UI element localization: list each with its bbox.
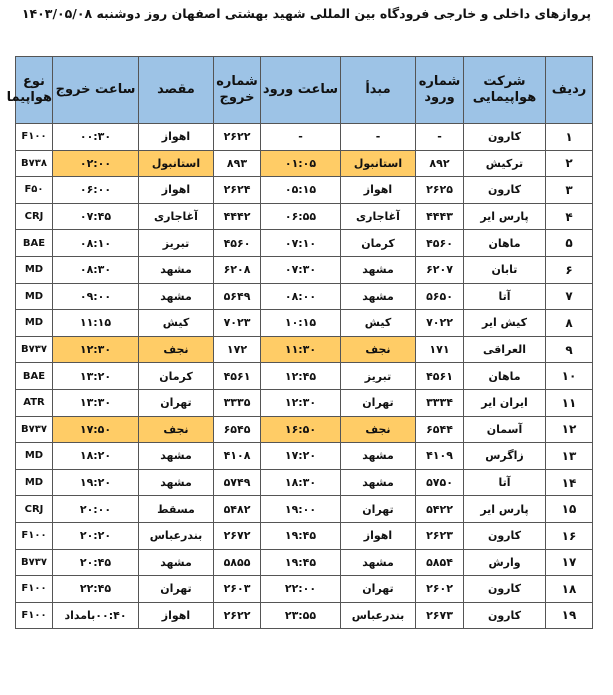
departure-flight-cell: ۴۵۶۰ [214,230,261,257]
arrival-time-cell: ۱۹:۴۵ [261,549,341,576]
arrival-flight-cell: ۲۶۲۳ [416,522,464,549]
header-destination: مقصد [139,57,214,124]
row-number-cell: ۷ [546,283,593,310]
origin-cell: تهران [341,389,416,416]
destination-cell: تهران [139,576,214,603]
origin-cell: - [341,124,416,151]
destination-cell: استانبول [139,150,214,177]
arrival-flight-cell: ۵۶۵۰ [416,283,464,310]
table-row [16,602,593,629]
departure-flight-cell: ۵۸۵۵ [214,549,261,576]
origin-cell: مشهد [341,256,416,283]
table-row [16,203,593,230]
origin-cell: تهران [341,576,416,603]
departure-time-cell: ۱۷:۵۰ [53,416,139,443]
airline-cell: تابان [464,256,546,283]
arrival-time-cell: ۰۷:۳۰ [261,256,341,283]
airline-cell: آتا [464,283,546,310]
aircraft-type-cell: B۷۳۷ [16,416,53,443]
departure-time-cell: ۰۰:۴۰بامداد [53,602,139,629]
flight-table-container [6,56,592,629]
destination-cell: مشهد [139,549,214,576]
row-number-cell: ۱۹ [546,602,593,629]
airline-cell: کارون [464,177,546,204]
arrival-time-cell: ۱۹:۰۰ [261,496,341,523]
departure-time-cell: ۰۲:۰۰ [53,150,139,177]
arrival-time-cell: ۱۲:۴۵ [261,363,341,390]
arrival-flight-cell: ۲۶۲۵ [416,177,464,204]
destination-cell: مسقط [139,496,214,523]
arrival-flight-cell: ۲۶۷۳ [416,602,464,629]
departure-time-cell: ۰۸:۱۰ [53,230,139,257]
departure-flight-cell: ۲۶۷۲ [214,522,261,549]
departure-flight-cell: ۱۷۲ [214,336,261,363]
departure-time-cell: ۲۰:۲۰ [53,522,139,549]
departure-flight-cell: ۴۱۰۸ [214,443,261,470]
airline-cell: ماهان [464,230,546,257]
destination-cell: تبریز [139,230,214,257]
aircraft-type-cell: CRJ [16,496,53,523]
arrival-flight-cell: ۶۵۴۴ [416,416,464,443]
destination-cell: اهواز [139,602,214,629]
aircraft-type-cell: F۱۰۰ [16,602,53,629]
row-number-cell: ۶ [546,256,593,283]
destination-cell: اهواز [139,177,214,204]
aircraft-type-cell: MD [16,256,53,283]
airline-cell: العراقی [464,336,546,363]
airline-cell: ماهان [464,363,546,390]
aircraft-type-cell: ATR [16,389,53,416]
airline-cell: زاگرس [464,443,546,470]
header-airline: شرکت هواپیمایی [464,57,546,124]
table-row [16,310,593,337]
table-row [16,549,593,576]
row-number-cell: ۹ [546,336,593,363]
arrival-time-cell: ۲۲:۰۰ [261,576,341,603]
arrival-time-cell: ۱۶:۵۰ [261,416,341,443]
airline-cell: وارش [464,549,546,576]
header-departure-flight: شماره خروج [214,57,261,124]
row-number-cell: ۲ [546,150,593,177]
origin-cell: مشهد [341,443,416,470]
row-number-cell: ۱ [546,124,593,151]
table-row [16,363,593,390]
departure-time-cell: ۱۲:۳۰ [53,336,139,363]
arrival-flight-cell: ۵۴۲۲ [416,496,464,523]
table-header-row [16,57,593,124]
row-number-cell: ۱۸ [546,576,593,603]
row-number-cell: ۱۵ [546,496,593,523]
arrival-time-cell: ۰۵:۱۵ [261,177,341,204]
departure-time-cell: ۲۰:۰۰ [53,496,139,523]
departure-time-cell: ۰۹:۰۰ [53,283,139,310]
arrival-flight-cell: ۴۵۶۱ [416,363,464,390]
departure-flight-cell: ۳۳۳۵ [214,389,261,416]
page-title: پروازهای داخلی و خارجی فرودگاه بین المللی شهید بهشتی اصفهان روز دوشنبه ۱۴۰۳/۰۵/۰۸ [21,6,592,21]
arrival-flight-cell: ۵۸۵۴ [416,549,464,576]
departure-time-cell: ۰۸:۳۰ [53,256,139,283]
departure-flight-cell: ۲۶۲۲ [214,602,261,629]
aircraft-type-cell: BAE [16,230,53,257]
header-row-number: ردیف [546,57,593,124]
origin-cell: مشهد [341,469,416,496]
departure-time-cell: ۰۶:۰۰ [53,177,139,204]
row-number-cell: ۱۴ [546,469,593,496]
destination-cell: نجف [139,416,214,443]
arrival-flight-cell: ۸۹۲ [416,150,464,177]
arrival-flight-cell: ۷۰۲۲ [416,310,464,337]
row-number-cell: ۱۳ [546,443,593,470]
header-departure-time: ساعت خروج [53,57,139,124]
table-row [16,496,593,523]
header-aircraft-type: نوع هواپیما [16,57,53,124]
airline-cell: کیش ایر [464,310,546,337]
aircraft-type-cell: BAE [16,363,53,390]
departure-flight-cell: ۴۵۶۱ [214,363,261,390]
airline-cell: آتا [464,469,546,496]
table-row [16,336,593,363]
row-number-cell: ۵ [546,230,593,257]
airline-cell: پارس ایر [464,203,546,230]
destination-cell: مشهد [139,283,214,310]
departure-time-cell: ۱۸:۲۰ [53,443,139,470]
table-row [16,177,593,204]
airline-cell: کارون [464,576,546,603]
origin-cell: استانبول [341,150,416,177]
arrival-flight-cell: ۴۴۴۳ [416,203,464,230]
departure-flight-cell: ۶۵۴۵ [214,416,261,443]
row-number-cell: ۱۲ [546,416,593,443]
destination-cell: بندرعباس [139,522,214,549]
departure-time-cell: ۰۰:۳۰ [53,124,139,151]
origin-cell: تهران [341,496,416,523]
departure-flight-cell: ۲۶۰۳ [214,576,261,603]
aircraft-type-cell: F۱۰۰ [16,576,53,603]
arrival-flight-cell: ۵۷۵۰ [416,469,464,496]
arrival-flight-cell: - [416,124,464,151]
header-arrival-time: ساعت ورود [261,57,341,124]
airline-cell: ایران ایر [464,389,546,416]
departure-flight-cell: ۲۶۲۴ [214,177,261,204]
origin-cell: کیش [341,310,416,337]
arrival-flight-cell: ۳۳۳۴ [416,389,464,416]
destination-cell: نجف [139,336,214,363]
departure-flight-cell: ۵۷۴۹ [214,469,261,496]
aircraft-type-cell: CRJ [16,203,53,230]
header-origin: مبدأ [341,57,416,124]
destination-cell: مشهد [139,256,214,283]
flight-table [6,56,593,629]
table-row [16,443,593,470]
destination-cell: مشهد [139,443,214,470]
airline-cell: ترکیش [464,150,546,177]
departure-time-cell: ۱۳:۳۰ [53,389,139,416]
row-number-cell: ۱۱ [546,389,593,416]
table-row [16,389,593,416]
destination-cell: مشهد [139,469,214,496]
arrival-time-cell: ۱۸:۳۰ [261,469,341,496]
origin-cell: نجف [341,336,416,363]
arrival-flight-cell: ۲۶۰۲ [416,576,464,603]
airline-cell: کارون [464,602,546,629]
departure-time-cell: ۱۹:۲۰ [53,469,139,496]
table-row [16,576,593,603]
origin-cell: بندرعباس [341,602,416,629]
header-arrival-flight: شماره ورود [416,57,464,124]
destination-cell: آغاجاری [139,203,214,230]
arrival-time-cell: ۲۳:۵۵ [261,602,341,629]
table-row [16,256,593,283]
departure-flight-cell: ۵۴۸۲ [214,496,261,523]
table-row [16,150,593,177]
airline-cell: آسمان [464,416,546,443]
airline-cell: کارون [464,124,546,151]
aircraft-type-cell: MD [16,310,53,337]
table-row [16,124,593,151]
arrival-time-cell: ۰۱:۰۵ [261,150,341,177]
departure-time-cell: ۱۳:۲۰ [53,363,139,390]
destination-cell: کرمان [139,363,214,390]
airline-cell: کارون [464,522,546,549]
aircraft-type-cell: B۷۳۸ [16,150,53,177]
arrival-time-cell: ۱۰:۱۵ [261,310,341,337]
aircraft-type-cell: F۱۰۰ [16,124,53,151]
arrival-flight-cell: ۴۵۶۰ [416,230,464,257]
table-row [16,469,593,496]
aircraft-type-cell: MD [16,469,53,496]
aircraft-type-cell: MD [16,443,53,470]
aircraft-type-cell: MD [16,283,53,310]
arrival-flight-cell: ۱۷۱ [416,336,464,363]
origin-cell: کرمان [341,230,416,257]
destination-cell: اهواز [139,124,214,151]
row-number-cell: ۱۷ [546,549,593,576]
origin-cell: نجف [341,416,416,443]
arrival-time-cell: - [261,124,341,151]
table-row [16,283,593,310]
origin-cell: اهواز [341,177,416,204]
arrival-time-cell: ۱۹:۴۵ [261,522,341,549]
arrival-flight-cell: ۴۱۰۹ [416,443,464,470]
arrival-time-cell: ۰۸:۰۰ [261,283,341,310]
departure-time-cell: ۰۷:۴۵ [53,203,139,230]
aircraft-type-cell: F۵۰ [16,177,53,204]
departure-flight-cell: ۵۶۴۹ [214,283,261,310]
destination-cell: کیش [139,310,214,337]
table-row [16,522,593,549]
arrival-time-cell: ۱۷:۲۰ [261,443,341,470]
departure-flight-cell: ۷۰۲۳ [214,310,261,337]
arrival-time-cell: ۱۱:۳۰ [261,336,341,363]
departure-time-cell: ۲۰:۴۵ [53,549,139,576]
destination-cell: تهران [139,389,214,416]
departure-time-cell: ۱۱:۱۵ [53,310,139,337]
arrival-time-cell: ۰۶:۵۵ [261,203,341,230]
departure-flight-cell: ۲۶۲۲ [214,124,261,151]
arrival-flight-cell: ۶۲۰۷ [416,256,464,283]
departure-flight-cell: ۴۴۴۲ [214,203,261,230]
row-number-cell: ۸ [546,310,593,337]
origin-cell: مشهد [341,283,416,310]
row-number-cell: ۳ [546,177,593,204]
arrival-time-cell: ۱۲:۳۰ [261,389,341,416]
aircraft-type-cell: B۷۳۷ [16,336,53,363]
origin-cell: آغاجاری [341,203,416,230]
departure-flight-cell: ۸۹۳ [214,150,261,177]
row-number-cell: ۱۰ [546,363,593,390]
origin-cell: مشهد [341,549,416,576]
departure-flight-cell: ۶۲۰۸ [214,256,261,283]
row-number-cell: ۴ [546,203,593,230]
departure-time-cell: ۲۲:۴۵ [53,576,139,603]
table-row [16,230,593,257]
arrival-time-cell: ۰۷:۱۰ [261,230,341,257]
aircraft-type-cell: F۱۰۰ [16,522,53,549]
airline-cell: پارس ایر [464,496,546,523]
origin-cell: تبریز [341,363,416,390]
table-row [16,416,593,443]
row-number-cell: ۱۶ [546,522,593,549]
origin-cell: اهواز [341,522,416,549]
aircraft-type-cell: B۷۳۷ [16,549,53,576]
